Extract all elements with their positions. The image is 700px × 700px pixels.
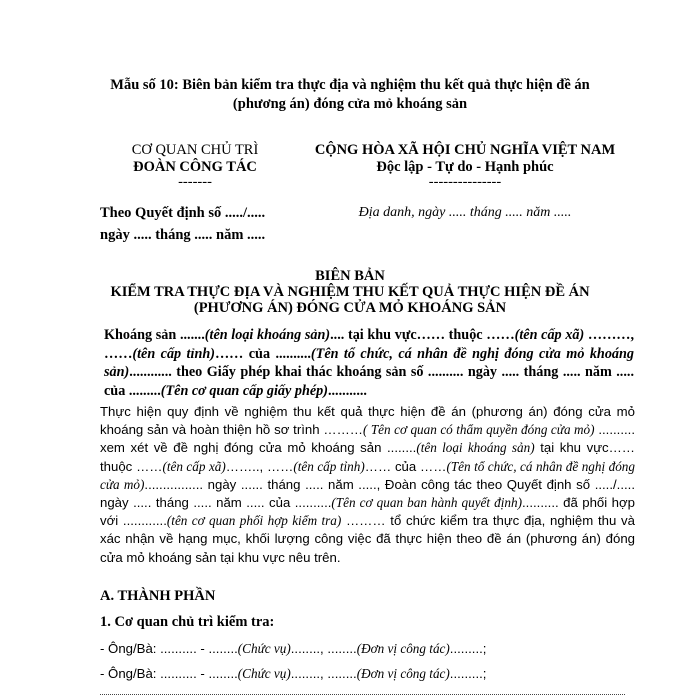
document-title: [60, 268, 640, 316]
form-title: [60, 76, 640, 114]
intro-ital-3: (tên cấp tỉnh): [132, 345, 215, 362]
national-header: [300, 142, 630, 188]
body-ital-4: (tên cấp tỉnh): [293, 458, 365, 474]
issuing-agency-header: [95, 142, 295, 188]
member-prefix: - Ông/Bà: .......... - ........: [100, 641, 238, 656]
doc-title-line2: KIỂM TRA THỰC ĐỊA VÀ NGHIỆM THU KẾT QUẢ THỰC HIỆN ĐỀ ÁN: [110, 284, 590, 300]
body-ital-2: (tên loại khoáng sản): [416, 440, 535, 456]
body-text-1: Thực hiện quy định về nghiệm thu kết quả thực hiện đề án (phương án) đóng cửa mỏ khoáng sản và hoàn thiện hồ sơ trình ………: [100, 404, 635, 438]
section-a-heading: A. THÀNH PHẦN: [100, 588, 216, 604]
body-text-2: .......... xem xét về đề nghị đóng cửa mỏ khoáng sản ........: [100, 422, 635, 456]
member-mid: ........, ........: [290, 641, 357, 656]
national-motto: Độc lập - Tự do - Hạnh phúc: [376, 159, 554, 175]
body-paragraph: [100, 403, 635, 567]
member-suffix: .........;: [449, 641, 487, 656]
intro-text-2: .... tại khu vực…… thuộc ……: [330, 327, 515, 343]
form-title-line2: (phương án) đóng cửa mỏ khoáng sản: [232, 96, 468, 112]
decision-line1: Theo Quyết định số ...../.....: [100, 205, 266, 221]
body-ital-3: (tên cấp xã): [162, 458, 226, 474]
national-divider: ---------------: [428, 174, 502, 190]
decision-reference: [100, 202, 310, 246]
member-prefix: - Ông/Bà: .......... - ........: [100, 666, 238, 681]
doc-title-line3: (PHƯƠNG ÁN) ĐÓNG CỬA MỎ KHOÁNG SẢN: [193, 300, 507, 316]
intro-text-4: …… của ..........: [214, 345, 311, 362]
member-suffix: .........;: [449, 666, 487, 681]
intro-text-6: ...........: [327, 382, 367, 399]
body-ital-5: (Tên tổ chức, cá nhân đề nghị đóng cửa mỏ): [100, 458, 635, 492]
body-text-7: .......... đã phối hợp với ............: [100, 495, 635, 529]
form-title-line1: Mẫu số 10: Biên bản kiểm tra thực địa và nghiệm thu kết quả thực hiện đề án: [110, 77, 590, 93]
decision-line2: ngày ..... tháng ..... năm .....: [100, 227, 266, 243]
body-ital-7: (tên cơ quan phối hợp kiểm tra): [166, 513, 342, 529]
place-date: Địa danh, ngày ..... tháng ..... năm .....: [358, 205, 572, 220]
body-text-5: …… của ……: [364, 458, 447, 474]
member-role: (Chức vụ): [237, 666, 291, 681]
intro-text-1: Khoáng sản .......: [104, 327, 205, 343]
intro-ital-2: (tên cấp xã): [514, 327, 585, 343]
continuation-rule: [100, 694, 625, 695]
section-1-heading: 1. Cơ quan chủ trì kiểm tra:: [100, 614, 275, 630]
body-ital-1: ( Tên cơ quan có thẩm quyền đóng cửa mỏ): [362, 422, 595, 438]
body-text-6: ................ ngày ...... tháng ..... năm ....., Đoàn công tác theo Quyết định số ...../..... ngày ..... tháng ..... năm ..... của ..........: [100, 476, 635, 511]
member-line: [100, 666, 486, 682]
member-line: [100, 641, 486, 657]
body-text-8: ……… tổ chức kiểm tra thực địa, nghiệm thu và xác nhận về hạng mục, khối lượng công việc đã thực hiện theo đề án (phương án) đóng cửa mỏ khoáng sản tại khu vực nêu trên.: [100, 513, 635, 565]
agency-line1: CƠ QUAN CHỦ TRÌ: [131, 142, 259, 158]
intro-ital-5: (Tên cơ quan cấp giấy phép): [160, 382, 328, 399]
agency-line2: ĐOÀN CÔNG TÁC: [133, 159, 257, 175]
member-mid: ........, ........: [290, 666, 357, 681]
intro-paragraph: [104, 326, 634, 400]
body-text-4: …….., ……: [225, 458, 294, 474]
agency-divider: -------: [178, 174, 212, 190]
member-unit: (Đơn vị công tác): [356, 641, 450, 656]
doc-title-line1: BIÊN BẢN: [315, 268, 385, 284]
member-unit: (Đơn vị công tác): [356, 666, 450, 681]
intro-ital-4: (Tên tổ chức, cá nhân đề nghị đóng cửa mỏ khoáng sản): [104, 345, 634, 380]
intro-text-5: ............ theo Giấy phép khai thác khoáng sản số .......... ngày ..... tháng ..... năm ..... của .........: [104, 364, 634, 399]
intro-ital-1: (tên loại khoáng sản): [204, 327, 331, 343]
member-role: (Chức vụ): [237, 641, 291, 656]
national-title: CỘNG HÒA XÃ HỘI CHỦ NGHĨA VIỆT NAM: [314, 142, 616, 158]
intro-text-3: ………, ……: [104, 327, 635, 362]
body-text-3: tại khu vực…… thuộc ……: [100, 440, 635, 474]
body-ital-6: (Tên cơ quan ban hành quyết định): [331, 495, 523, 511]
